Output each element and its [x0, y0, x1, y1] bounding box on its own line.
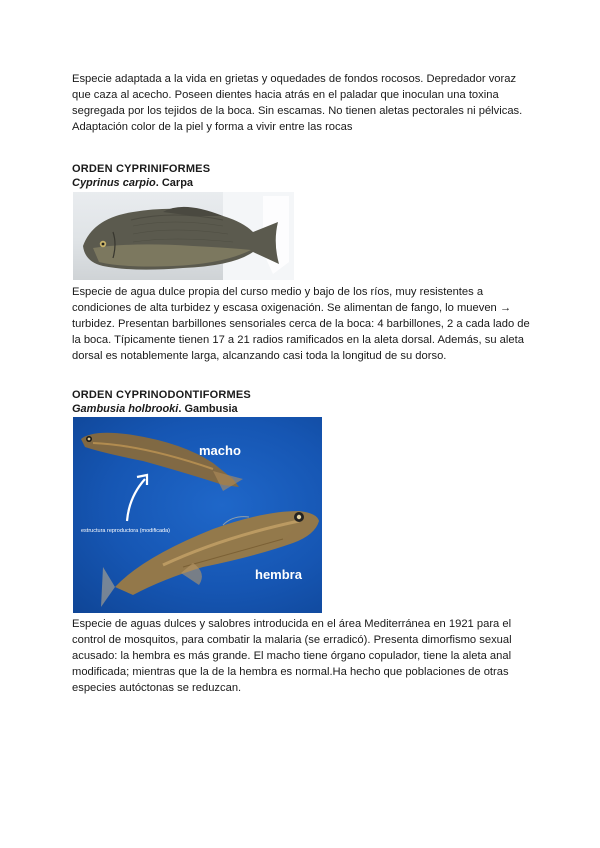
species-name: [72, 403, 238, 415]
section-heading: ORDEN CYPRINODONTIFORMES: [72, 389, 251, 401]
text-line: Especie de aguas dulces y salobres introducida en el área Mediterránea en 1921 para el: [72, 618, 512, 630]
gambusia-illustration: [73, 417, 322, 613]
male-label: macho: [199, 443, 241, 458]
female-label: hembra: [255, 567, 302, 582]
carp-fish-photo: [73, 192, 294, 280]
text-line: especies autóctonas se reduzcan.: [72, 682, 242, 694]
text-line: que caza al acecho. Poseen dientes hacia atrás en el paladar que inoculan una toxina: [72, 89, 499, 101]
text-line: Adaptación color de la piel y forma a vivir entre las rocas: [72, 121, 353, 133]
carp-illustration: [73, 192, 294, 280]
species-common-name: . Gambusia: [178, 403, 238, 415]
text-line: turbidez. Presentan barbillones sensoriales cerca de la boca: 4 barbillones, 2 a cada lado de: [72, 318, 530, 330]
gambusia-fish-photo: [73, 417, 322, 613]
text-line: segregada por los tejidos de la boca. Sin escamas. No tienen aletas pectorales ni pélvicas.: [72, 105, 523, 117]
text-line: acusado: la hembra es más grande. El macho tiene órgano copulador, tiene la aleta anal: [72, 650, 512, 662]
text-line: control de mosquitos, para combatir la malaria (se erradicó). Presenta dimorfismo sexual: [72, 634, 512, 646]
species-latin-name: Cyprinus carpio: [72, 177, 156, 189]
text-line: dorsal es notablemente larga, alcanzando casi toda la longitud de su dorso.: [72, 350, 447, 362]
text-line: Especie adaptada a la vida en grietas y oquedades de fondos rocosos. Depredador voraz: [72, 73, 517, 85]
section-heading: ORDEN CYPRINIFORMES: [72, 163, 211, 175]
species-name: [72, 177, 193, 189]
species-common-name: . Carpa: [155, 177, 194, 189]
female-fish-icon: [101, 511, 319, 607]
male-fish-icon: [81, 433, 243, 491]
text-line: condiciones de alta turbidez y escasa oxigenación. Se alimentan de fango, lo mueven →: [72, 302, 512, 314]
arrow-icon: [127, 475, 147, 521]
species-latin-name: Gambusia holbrooki: [72, 403, 179, 415]
text-line: Especie de agua dulce propia del curso medio y bajo de los ríos, muy resistentes a: [72, 286, 484, 298]
photo-annotation: estructura reproductora (modificada): [81, 528, 170, 534]
text-line: la boca. Típicamente tienen 17 a 21 radios ramificados en la aleta dorsal. Además, su aleta: [72, 334, 524, 346]
text-line: modificada; mientras que la de la hembra es normal.Ha hecho que poblaciones de otras: [72, 666, 509, 678]
